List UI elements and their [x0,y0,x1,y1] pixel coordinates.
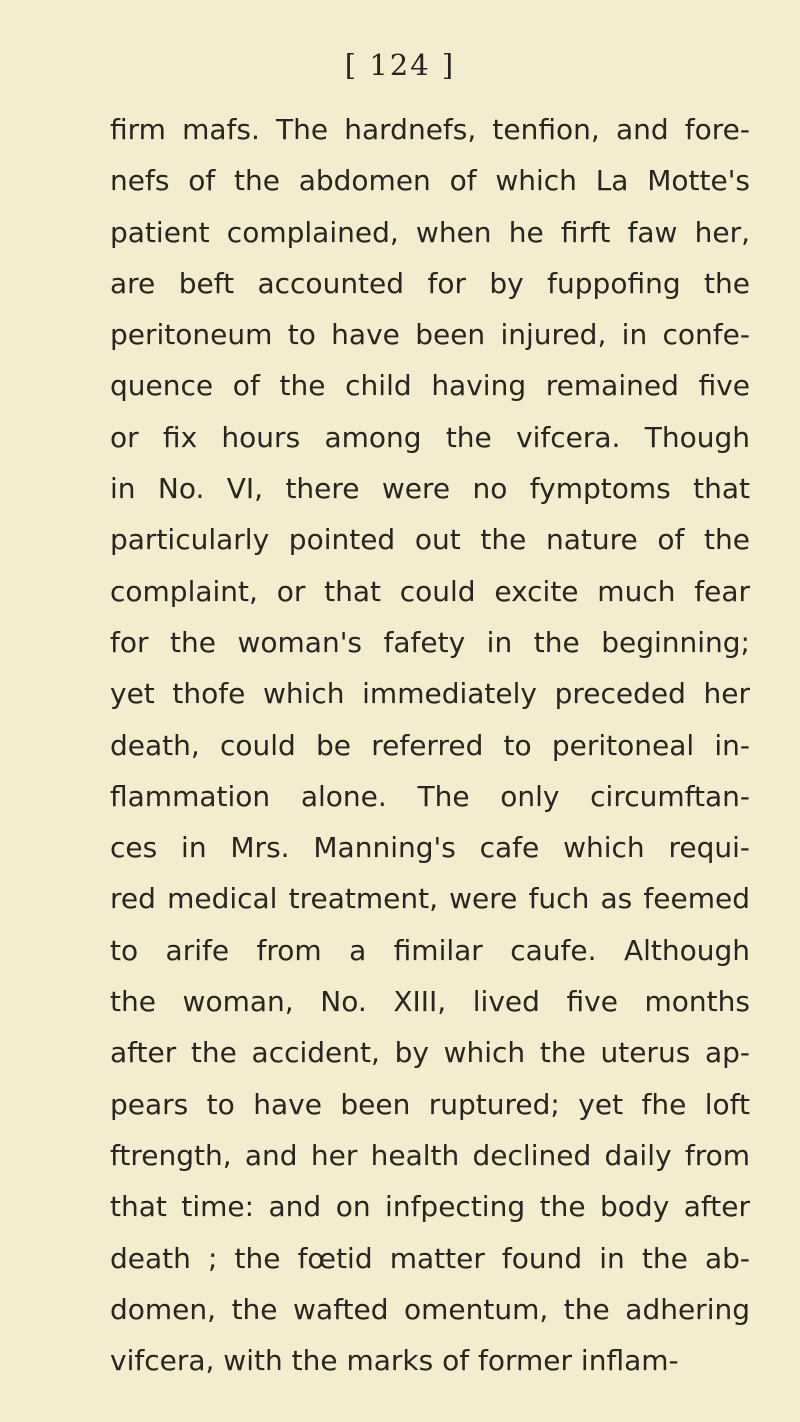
text-line-18: the woman, No. XIII, lived five months [110,985,750,1019]
body-text [110,104,750,1386]
text-line-15: ces in Mrs. Manning's cafe which requi- [110,831,750,865]
text-line-22: that time: and on infpecting the body after [110,1190,750,1224]
text-line-20: pears to have been ruptured; yet fhe loft [110,1087,750,1121]
text-line-14: flammation alone. The only circumftan- [110,779,750,813]
text-line-23: death ; the fœtid matter found in the ab- [110,1241,750,1275]
text-line-17: to arife from a fimilar caufe. Although [110,933,750,967]
text-line-9: particularly pointed out the nature of the [110,523,750,557]
text-line-19: after the accident, by which the uterus ap- [110,1036,750,1070]
text-line-2: nefs of the abdomen of which La Motte's [110,164,750,198]
text-line-8: in No. VI, there were no fymptoms that [110,472,750,506]
text-line-6: quence of the child having remained five [110,369,750,403]
text-line-24: domen, the wafted omentum, the adhering [110,1292,750,1326]
text-line-7: or fix hours among the vifcera. Though [110,420,750,454]
text-line-1: firm mafs. The hardnefs, tenfion, and fore- [110,113,750,146]
page-number: [ 124 ] [344,48,456,82]
text-line-12: yet thofe which immediately preceded her [110,677,750,711]
text-line-13: death, could be referred to peritoneal in- [110,728,750,762]
text-line-3: patient complained, when he firft faw her, [110,215,750,249]
text-line-21: ftrength, and her health declined daily from [110,1138,750,1172]
text-line-4: are beft accounted for by fuppofing the [110,266,750,300]
text-line-10: complaint, or that could excite much fear [110,574,750,608]
text-line-16: red medical treatment, were fuch as feemed [110,882,750,916]
text-line-25: vifcera, with the marks of former inflam- [110,1344,679,1378]
text-line-5: peritoneum to have been injured, in confe- [110,318,750,352]
text-line-11: for the woman's fafety in the beginning; [110,625,750,659]
